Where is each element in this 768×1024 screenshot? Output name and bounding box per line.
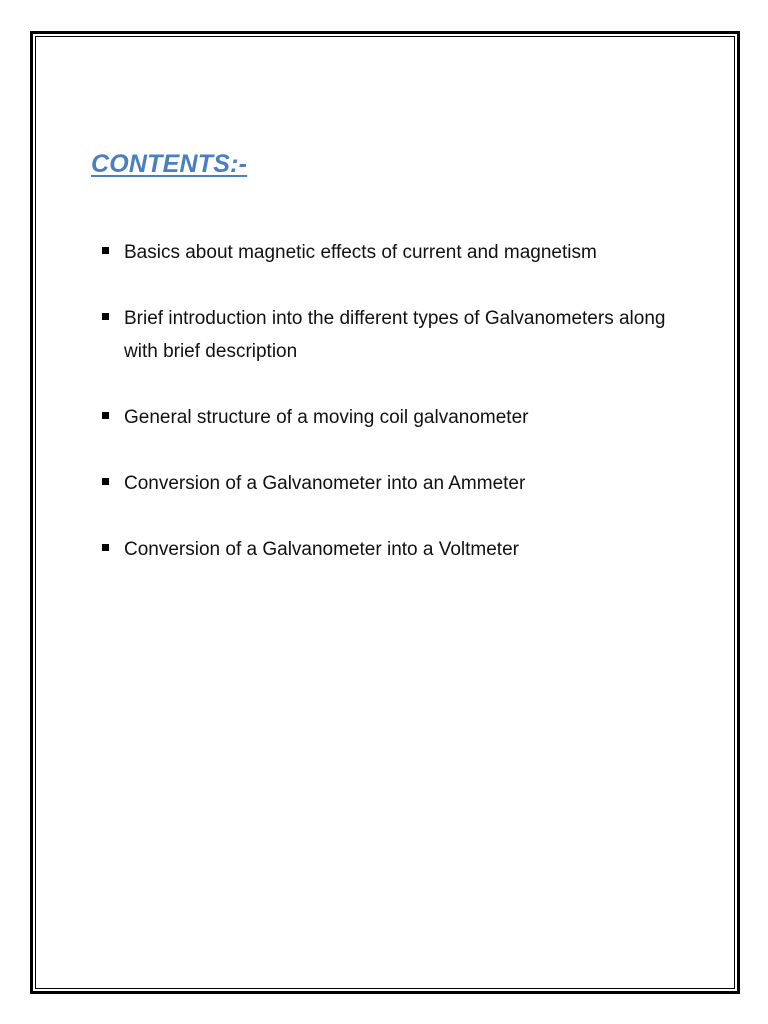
square-bullet-icon [102, 247, 109, 254]
square-bullet-icon [102, 544, 109, 551]
square-bullet-icon [102, 313, 109, 320]
list-item [100, 302, 700, 368]
list-item-text: General structure of a moving coil galvanometer [124, 407, 529, 428]
contents-list [100, 236, 700, 566]
list-item-text: Conversion of a Galvanometer into a Voltmeter [124, 539, 519, 560]
square-bullet-icon [102, 412, 109, 419]
square-bullet-icon [102, 478, 109, 485]
list-item [100, 467, 700, 500]
contents-heading: CONTENTS:- [91, 150, 248, 178]
list-item-text: Basics about magnetic effects of current and magnetism [124, 242, 597, 263]
list-item-text: Conversion of a Galvanometer into an Ammeter [124, 473, 526, 494]
list-item-text: Brief introduction into the different types of Galvanometers along with brief description [124, 308, 666, 362]
list-item [100, 533, 700, 566]
list-item [100, 401, 700, 434]
list-item [100, 236, 700, 269]
